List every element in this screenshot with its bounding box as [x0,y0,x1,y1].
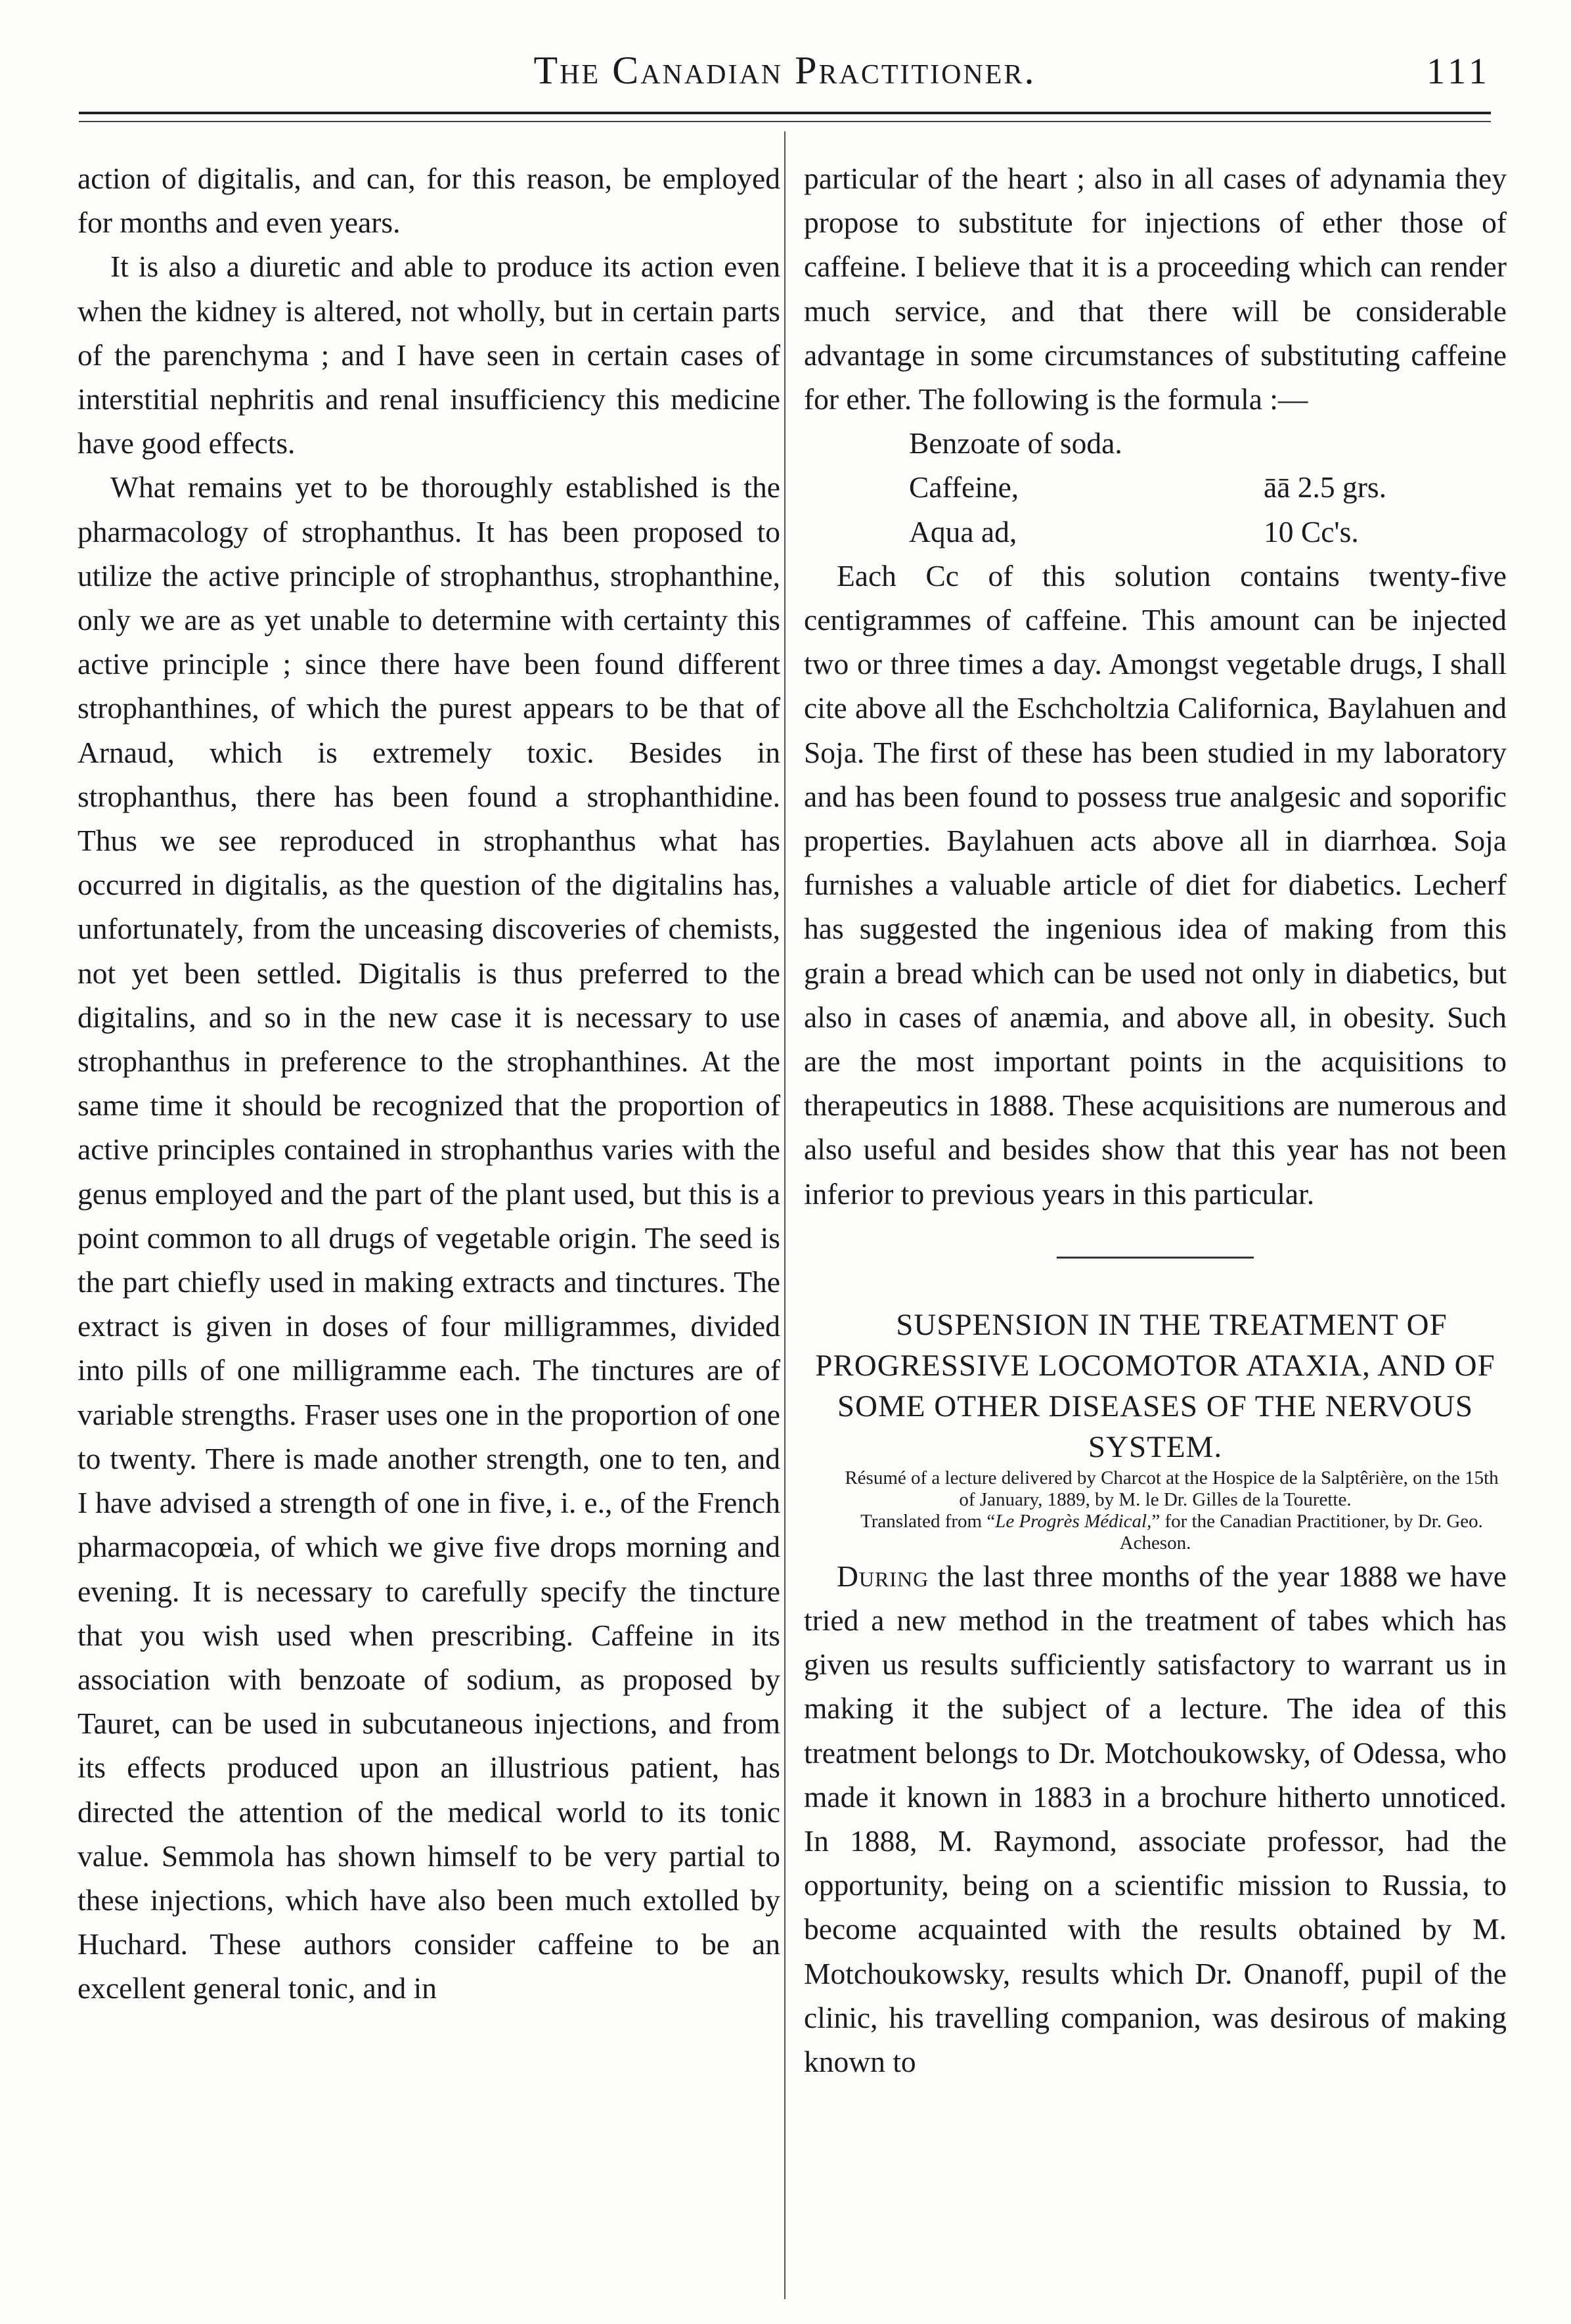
formula-row [804,421,1507,465]
formula-row [804,510,1507,554]
page-number: 111 [1427,51,1491,92]
translation-source: Le Progrès Médical, [995,1510,1152,1532]
running-head [79,36,1491,108]
formula-ingredient: Caffeine, [909,470,1019,504]
opening-word: During [837,1559,929,1593]
section-separator [1057,1257,1254,1259]
paragraph: particular of the heart ; also in all cases of adynamia they propose to substitute for injections of ether those of caffeine. I believe that it is a proceeding which can render much service, and that there will be considerable advantage in some circumstances of substituting caffeine for ether. The following is the formula :— [804,162,1507,416]
article-resume: Résumé of a lecture delivered by Charcot at the Hospice de la Salptêrière, on the 15th of January, 1889, by M. le Dr. Gilles de la Tourette. [845,1467,1499,1510]
paragraph: Each Cc of this solution contains twenty-five centigrammes of caffeine. This amount can be injected two or three times a day. Amongst vegetable drugs, I shall cite above all the Eschcholtzia Californica, Baylahuen and Soja. The first of these has been studied in my laboratory and has been found to possess true analgesic and soporific properties. Baylahuen acts above all in diarrhœa. Soja furnishes a valuable article of diet for diabetics. Lecherf has suggested the ingenious idea of making from this grain a bread which can be used not only in diabetics, but also in cases of anæmia, and above all, in obesity. Such are the most important points in the acquisitions to therapeutics in 1888. These acquisitions are numerous and also useful and besides show that this year has not been inferior to previous years in this particular. [804,558,1507,1211]
formula [804,421,1507,554]
formula-ingredient: Aqua ad, [909,514,1017,548]
formula-ingredient: Benzoate of soda. [909,426,1122,460]
formula-amount [1264,421,1507,465]
right-column [804,156,1507,2084]
article-body: the last three months of the year 1888 we have tried a new method in the treatment of tabes which has given us results sufficiently satisfactory to warrant us in making it the subject of a lecture. The idea of this treatment belongs to Dr. Motchoukowsky, of Odessa, who made it known in 1883 in a brochure hitherto unnoticed. In 1888, M. Raymond, associate professor, had the opportunity, being on a scientific mission to Russia, to become acquainted with the results obtained by M. Motchoukowsky, results which Dr. Onanoff, pupil of the clinic, his travelling companion, was desirous of making known to [804,1559,1507,2079]
paragraph: It is also a diuretic and able to produce its action even when the kidney is altered, not wholly, but in certain parts of the parenchyma ; and I have seen in certain cases of interstitial nephritis and renal insufficiency this medicine have good effects. [77,250,780,460]
formula-row [804,465,1507,509]
translation-prefix: Translated from “ [860,1510,996,1532]
formula-amount: 10 Cc's. [1264,514,1359,548]
paragraph [804,1554,1507,2084]
formula-amount: āā 2.5 grs. [1264,470,1386,504]
paragraph: action of digitalis, and can, for this reason, be employed for months and even years. [77,162,780,240]
translation-suffix: ” for the Canadian Practitioner, by Dr. Geo. Acheson. [1119,1510,1483,1553]
running-title: The Canadian Practitioner. [533,49,1036,92]
header-rule-thin [79,121,1491,122]
article-heading: SUSPENSION IN THE TREATMENT OF PROGRESSIVE LOCOMOTOR ATAXIA, AND OF SOME OTHER DISEASES OF THE NERVOUS SYSTEM. [815,1307,1495,1464]
column-divider [784,131,786,2299]
left-column [77,156,780,2011]
article-translation-note [804,1511,1507,1554]
header-rule-thick [79,112,1491,114]
paragraph: What remains yet to be thoroughly established is the pharmacology of strophanthus. It has been proposed to utilize the active principle of strophanthus, strophanthine, only we are as yet unable to determine with certainty this active principle ; since there have been found different strophanthines, of which the purest appears to be that of Arnaud, which is extremely toxic. Besides in strophanthus, there has been found a strophanthidine. Thus we see reproduced in strophanthus what has occurred in digitalis, as the question of the digitalins has, unfortunately, from the unceasing discoveries of chemists, not yet been settled. Digitalis is thus preferred to the digitalins, and so in the new case it is necessary to use strophanthus in preference to the strophanthines. At the same time it should be recognized that the proportion of active principles contained in strophanthus varies with the genus employed and the part of the plant used, but this is a point common to all drugs of vegetable origin. The seed is the part chiefly used in making extracts and tinctures. The extract is given in doses of four milligrammes, divided into pills of one milligramme each. The tinctures are of variable strengths. Fraser uses one in the proportion of one to twenty. There is made another strength, one to ten, and I have advised a strength of one in five, i. e., of the French pharmacopœia, of which we give five drops morning and evening. It is necessary to carefully specify the tincture that you wish used when prescribing. Caffeine in its association with benzoate of sodium, as proposed by Tauret, can be used in subcutaneous injections, and from its effects produced upon an illustrious patient, has directed the attention of the medical world to its tonic value. Semmola has shown himself to be very partial to these injections, which have also been much extolled by Huchard. These authors consider caffeine to be an excellent general tonic, and in [77,470,780,2005]
